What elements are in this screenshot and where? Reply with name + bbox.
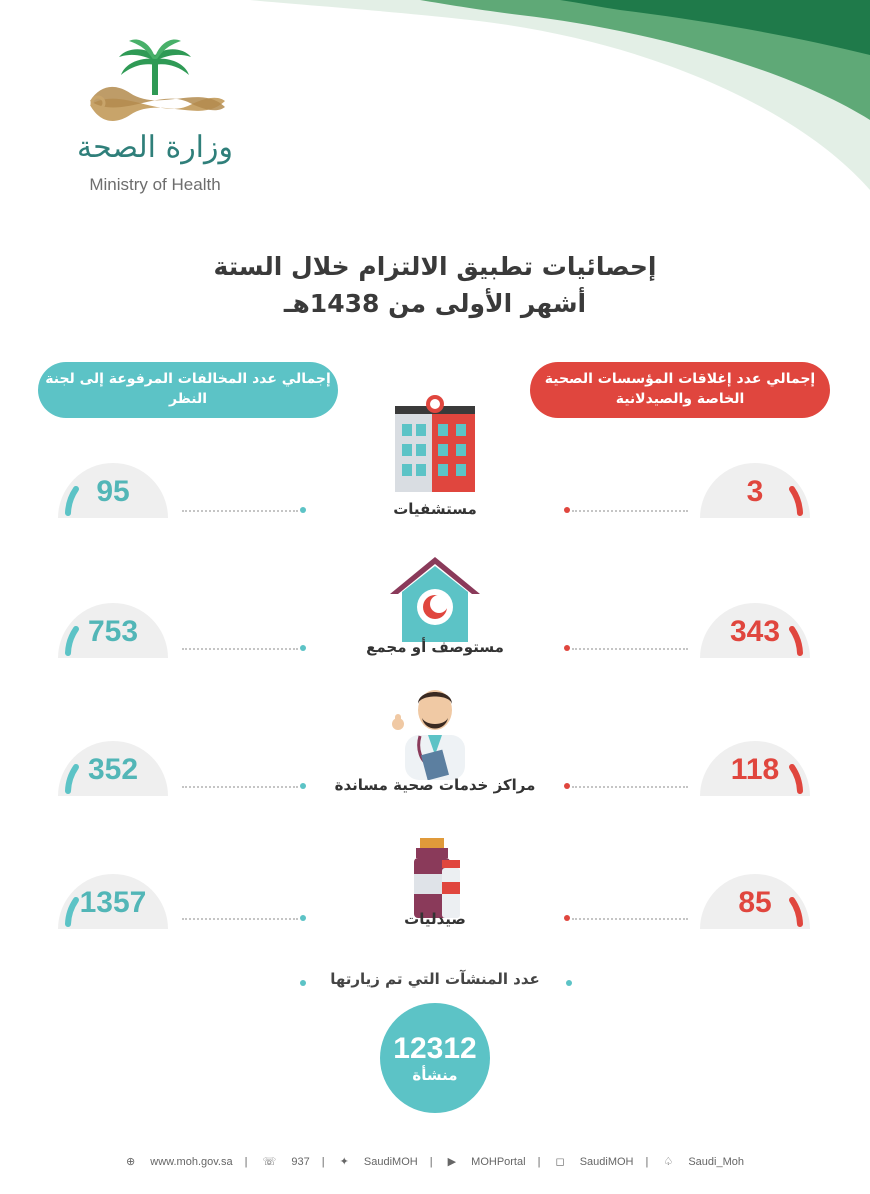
clinic-house-icon (380, 552, 490, 652)
connector-dot (564, 783, 570, 789)
connector-dot (300, 783, 306, 789)
violations-value: 753 (87, 615, 139, 648)
closures-gauge-pharmacies (700, 874, 810, 929)
visited-unit: منشأة (412, 1066, 458, 1084)
footer-twitter[interactable]: ✦ SaudiMOH (339, 1156, 418, 1168)
footer-instagram[interactable]: ◻ SaudiMOH (555, 1156, 634, 1168)
footer-contacts: ⊕ www.moh.gov.sa | ☏ 937 | ✦ SaudiMOH | ▶ MOHPortal | ◻ SaudiMOH | ♤ Saudi_Moh (0, 1155, 870, 1168)
closures-value: 85 (738, 886, 772, 919)
connector-dots (572, 786, 688, 788)
visited-count-circle (380, 1003, 490, 1113)
connector-dots (182, 510, 298, 512)
connector-dot (300, 915, 306, 921)
instagram-icon: ◻ (555, 1156, 565, 1168)
category-support-centers: مراكز خدمات صحية مساندة (334, 776, 536, 794)
footer-snapchat[interactable]: ♤ Saudi_Moh (663, 1156, 744, 1168)
footer-phone[interactable]: ☏ 937 (262, 1156, 310, 1168)
snapchat-icon: ♤ (663, 1156, 674, 1168)
violations-gauge-pharmacies (58, 874, 168, 929)
violations-value: 352 (87, 753, 139, 786)
connector-dots (182, 648, 298, 650)
footer-youtube[interactable]: ▶ MOHPortal (447, 1156, 526, 1168)
closures-gauge-clinics (700, 603, 810, 658)
violations-column-header: إجمالي عدد المخالفات المرفوعة إلى لجنة النظر (38, 362, 338, 418)
connector-dots (182, 786, 298, 788)
closures-gauge-support-centers (700, 741, 810, 796)
closures-gauge-hospitals (700, 463, 810, 518)
connector-dots (572, 918, 688, 920)
category-clinics: مستوصف أو مجمع (366, 638, 504, 656)
ministry-name-arabic: وزارة الصحة (77, 130, 233, 165)
connector-dot (564, 507, 570, 513)
closures-value: 3 (746, 475, 764, 508)
visited-count: 12312 (393, 1032, 477, 1065)
closures-column-header: إجمالي عدد إغلاقات المؤسسات الصحية الخاصة والصيدلانية (530, 362, 830, 418)
closures-value: 118 (730, 753, 780, 786)
phone-icon: ☏ (262, 1156, 277, 1168)
ministry-name-english: Ministry of Health (89, 175, 221, 194)
category-hospitals: مستشفيات (393, 500, 477, 518)
bullet-dot (566, 980, 572, 986)
violations-gauge-clinics (58, 603, 168, 658)
page-title-line-2: أشهر الأولى من 1438هـ (283, 289, 587, 318)
violations-value: 1357 (79, 886, 147, 919)
doctor-icon (380, 680, 490, 780)
connector-dots (182, 918, 298, 920)
violations-gauge-hospitals (58, 463, 168, 518)
category-pharmacies: صيدليات (404, 910, 466, 928)
footer-website[interactable]: ⊕ www.moh.gov.sa (125, 1156, 233, 1168)
connector-dot (564, 915, 570, 921)
connector-dot (300, 507, 306, 513)
globe-icon: ⊕ (125, 1156, 136, 1168)
connector-dot (564, 645, 570, 651)
connector-dots (572, 510, 688, 512)
violations-gauge-support-centers (58, 741, 168, 796)
twitter-icon: ✦ (339, 1156, 349, 1168)
violations-value: 95 (96, 475, 130, 508)
page-title-line-1: إحصائيات تطبيق الالتزام خلال الستة (213, 252, 657, 281)
connector-dots (572, 648, 688, 650)
hospital-icon (380, 392, 490, 492)
connector-dot (300, 645, 306, 651)
visited-facilities-label: عدد المنشآت التي تم زيارتها (330, 970, 540, 988)
closures-value: 343 (729, 615, 781, 648)
youtube-icon: ▶ (447, 1156, 457, 1168)
